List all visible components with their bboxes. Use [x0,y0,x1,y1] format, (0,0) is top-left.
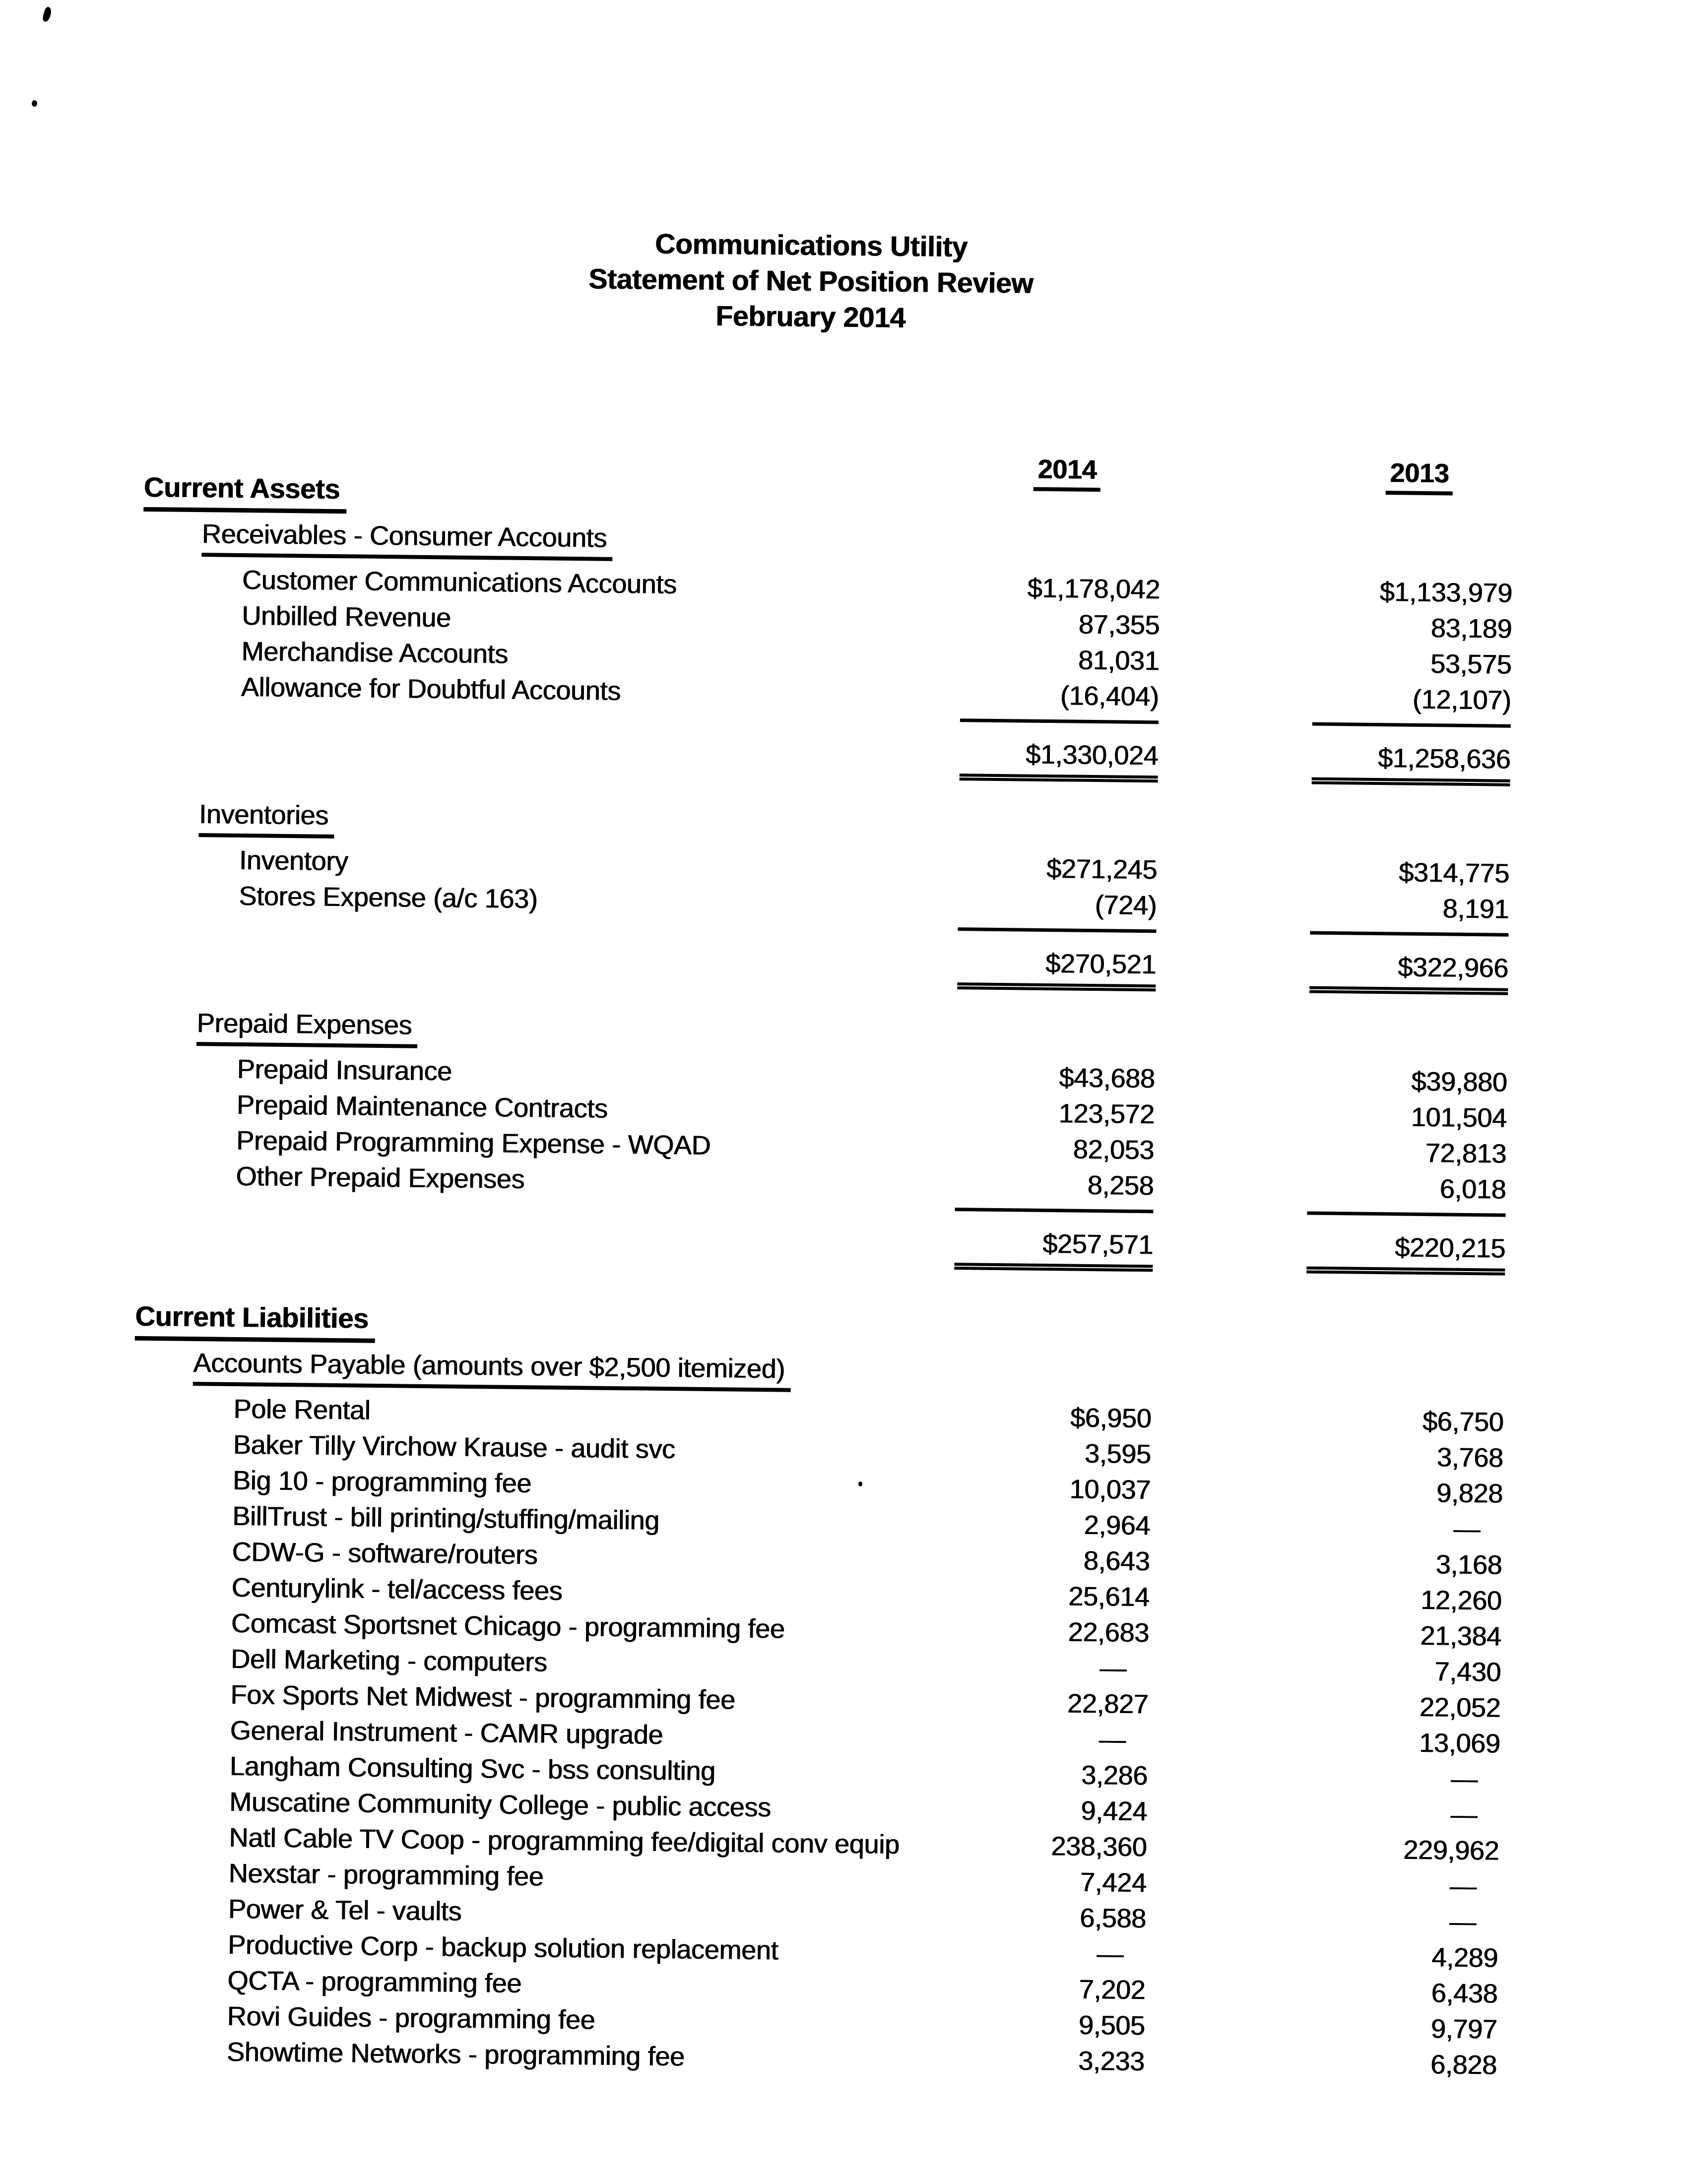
value-2013: 6,438 [1431,1978,1498,2009]
double-rule-2013 [1312,777,1510,786]
group-subheading-label: Accounts Payable (amounts over $2,500 itemized) [193,1345,791,1392]
rule-2013-cell [1156,929,1508,936]
value-2014: (16,404) [1060,681,1159,712]
line-item-label: Nexstar - programming fee [228,1858,544,1892]
title-line-3: February 2014 [715,300,906,334]
subtotal-2014: $1,330,024 [1025,739,1159,771]
document-title [126,0,1498,342]
value-2013: 13,069 [1419,1728,1500,1759]
value-2013: — [1450,1764,1478,1795]
value-2013: 22,052 [1419,1692,1501,1723]
line-item-label: Muscatine Community College - public access [229,1787,771,1823]
value-2014: — [1096,1939,1124,1969]
value-2014: 81,031 [1078,645,1160,676]
value-2014: 9,505 [1078,2010,1145,2041]
line-item-label: General Instrument - CAMR upgrade [230,1715,663,1750]
value-2013: $39,880 [1411,1066,1507,1097]
value-2013: $314,775 [1398,857,1510,889]
subtotal-2013: $220,215 [1394,1232,1506,1264]
double-rule-2014-cell [878,981,1156,991]
rule-2013 [1307,1212,1505,1217]
group-subheading-label: Receivables - Consumer Accounts [201,516,613,561]
value-2013: $6,750 [1422,1407,1504,1437]
group-subheading-label: Inventories [198,796,334,838]
group-subheading [201,516,1513,571]
line-item-label: Prepaid Maintenance Contracts [236,1090,608,1124]
value-2014: — [1099,1725,1126,1755]
line-item-label: Natl Cable TV Coop - programming fee/digital conv equip [228,1822,900,1860]
value-2013: 3,768 [1436,1442,1503,1473]
rule-2013-cell [1154,1210,1506,1217]
section-heading-label: Current Liabilities [135,1298,376,1343]
value-2014: 8,643 [1083,1545,1150,1577]
value-2013: 7,430 [1434,1657,1501,1687]
value-2013: 9,828 [1436,1478,1503,1509]
rule-spacer [139,919,879,930]
value-2013: — [1450,1799,1478,1830]
value-2014: 87,355 [1078,609,1160,641]
value-2013: 9,797 [1430,2014,1497,2045]
column-2014-cell [883,452,1162,493]
rule-spacer [141,710,881,721]
line-item-label: Prepaid Insurance [237,1054,452,1087]
double-rule-2014 [954,1263,1153,1272]
value-2014: 22,827 [1067,1688,1149,1720]
line-item-label: Merchandise Accounts [241,637,508,669]
subtotal-2014: $270,521 [1045,949,1157,980]
title-line-1: Communications Utility [654,228,968,263]
group-subheading-label: Prepaid Expenses [196,1005,418,1048]
value-2014: 10,037 [1069,1474,1151,1505]
value-2013: 72,813 [1425,1138,1507,1169]
subtotal-spacer [136,1217,876,1260]
line-item-label: BillTrust - bill printing/stuffing/mailing [232,1501,660,1536]
value-2014: 7,202 [1079,1974,1146,2005]
double-rule-2013-cell [1158,775,1510,786]
statement-content [127,0,1518,2083]
rule-2014-cell [881,718,1159,724]
double-rule-2013 [1309,986,1508,995]
value-2014: 9,424 [1080,1796,1148,1827]
value-2013: (12,107) [1412,684,1511,715]
value-2013: 53,575 [1430,649,1512,680]
double-rule-2014-cell [875,1262,1153,1272]
line-item-label: Prepaid Programming Expense - WQAD [236,1125,711,1160]
line-item-label: Customer Communications Accounts [242,565,677,600]
value-2014: 25,614 [1068,1581,1150,1612]
double-rule-2013 [1306,1267,1505,1276]
subtotal-2013: $322,966 [1397,952,1509,983]
line-item-label: Showtime Networks - programming fee [226,2037,685,2072]
double-rule-2014 [957,982,1156,991]
section-heading-label: Current Assets [143,469,347,514]
line-item-label: CDW-G - software/routers [231,1537,538,1570]
value-2014: $43,688 [1058,1063,1155,1094]
value-2014: 82,053 [1073,1134,1155,1165]
value-2014: 123,572 [1058,1098,1155,1130]
column-header-2014: 2014 [1034,453,1101,492]
group-subheading [193,1345,1504,1400]
subtotal-spacer [138,936,878,980]
rule-2013-cell [1159,720,1511,727]
value-2013: — [1453,1514,1481,1544]
line-item-label: QCTA - programming fee [227,1965,522,1999]
group-subheading [198,796,1510,851]
rule-2014-cell [876,1207,1154,1213]
value-2014: — [1099,1653,1127,1683]
value-2014: $271,245 [1046,854,1158,885]
line-item-label: Rovi Guides - programming fee [227,2001,595,2035]
rule-2013 [1310,931,1508,937]
line-item-label: Allowance for Doubtful Accounts [241,672,621,707]
value-2013: 101,504 [1411,1102,1507,1133]
subtotal-2013: $1,258,636 [1377,743,1511,774]
value-2014: 3,286 [1081,1760,1148,1791]
subtotal-2014: $257,571 [1042,1228,1154,1260]
line-item-label: Big 10 - programming fee [232,1465,532,1499]
value-2014: (724) [1095,890,1157,921]
line-item-label: Fox Sports Net Midwest - programming fee [230,1679,735,1715]
value-2014: $6,950 [1070,1403,1152,1434]
rule-spacer [136,1199,876,1211]
rule-2014 [958,927,1156,933]
line-item-label: Stores Expense (a/c 163) [238,881,538,914]
line-item-label: Dell Marketing - computers [230,1644,547,1677]
scan-artifact [32,100,37,107]
value-2014: 2,964 [1083,1510,1151,1541]
value-2013: 3,168 [1435,1549,1502,1580]
rule-2014-cell [878,927,1156,933]
rule-2014 [955,1208,1154,1213]
line-item-label: Power & Tel - vaults [228,1894,462,1927]
value-2013: — [1449,1907,1476,1937]
value-2013: 8,191 [1442,894,1509,924]
value-2013: 83,189 [1430,613,1512,644]
statement-body [127,469,1513,2083]
value-2014: 8,258 [1087,1170,1154,1201]
value-2014: 3,233 [1078,2046,1145,2077]
line-item-label: Langham Consulting Svc - bss consulting [229,1751,715,1787]
value-2014: 3,595 [1084,1438,1151,1470]
value-2013: 6,828 [1430,2050,1497,2080]
value-2013: — [1449,1871,1477,1902]
value-2013: 12,260 [1420,1585,1502,1616]
double-rule-2013-cell [1153,1265,1505,1275]
line-item-label: Comcast Sportsnet Chicago - programming fee [231,1608,785,1644]
double-rule-2014 [960,773,1158,782]
double-rule-2014-cell [880,773,1158,783]
rule-2014 [960,718,1159,724]
value-2014: 22,683 [1067,1617,1149,1648]
line-item-label: Other Prepaid Expenses [235,1161,525,1195]
value-2013: 229,962 [1403,1835,1499,1866]
value-2013: 4,289 [1431,1942,1498,1973]
line-item-label: Productive Corp - backup solution replacement [227,1929,778,1966]
value-2013: $1,133,979 [1379,577,1512,608]
column-2013-cell [1161,454,1514,496]
line-item-label: Unbilled Revenue [241,601,451,633]
title-line-2: Statement of Net Position Review [588,263,1034,300]
subtotal-spacer [141,727,881,771]
rule-2013 [1312,722,1511,728]
value-2013: 6,018 [1439,1174,1506,1205]
value-2014: 6,588 [1079,1903,1146,1934]
value-2013: 21,384 [1420,1621,1501,1652]
group-subheading [196,1005,1508,1060]
value-2014: 7,424 [1080,1867,1147,1898]
line-item-label: Baker Tilly Virchow Krause - audit svc [233,1429,675,1465]
double-rule-2013-cell [1156,984,1508,995]
scan-artifact [42,6,53,22]
value-2014: 238,360 [1050,1831,1147,1863]
value-2014: $1,178,042 [1027,573,1160,605]
line-item-label: Inventory [239,845,348,877]
column-header-2013: 2013 [1386,457,1453,495]
line-item-label: Pole Rental [233,1394,371,1425]
line-item-label: Centurylink - tel/access fees [231,1572,563,1606]
